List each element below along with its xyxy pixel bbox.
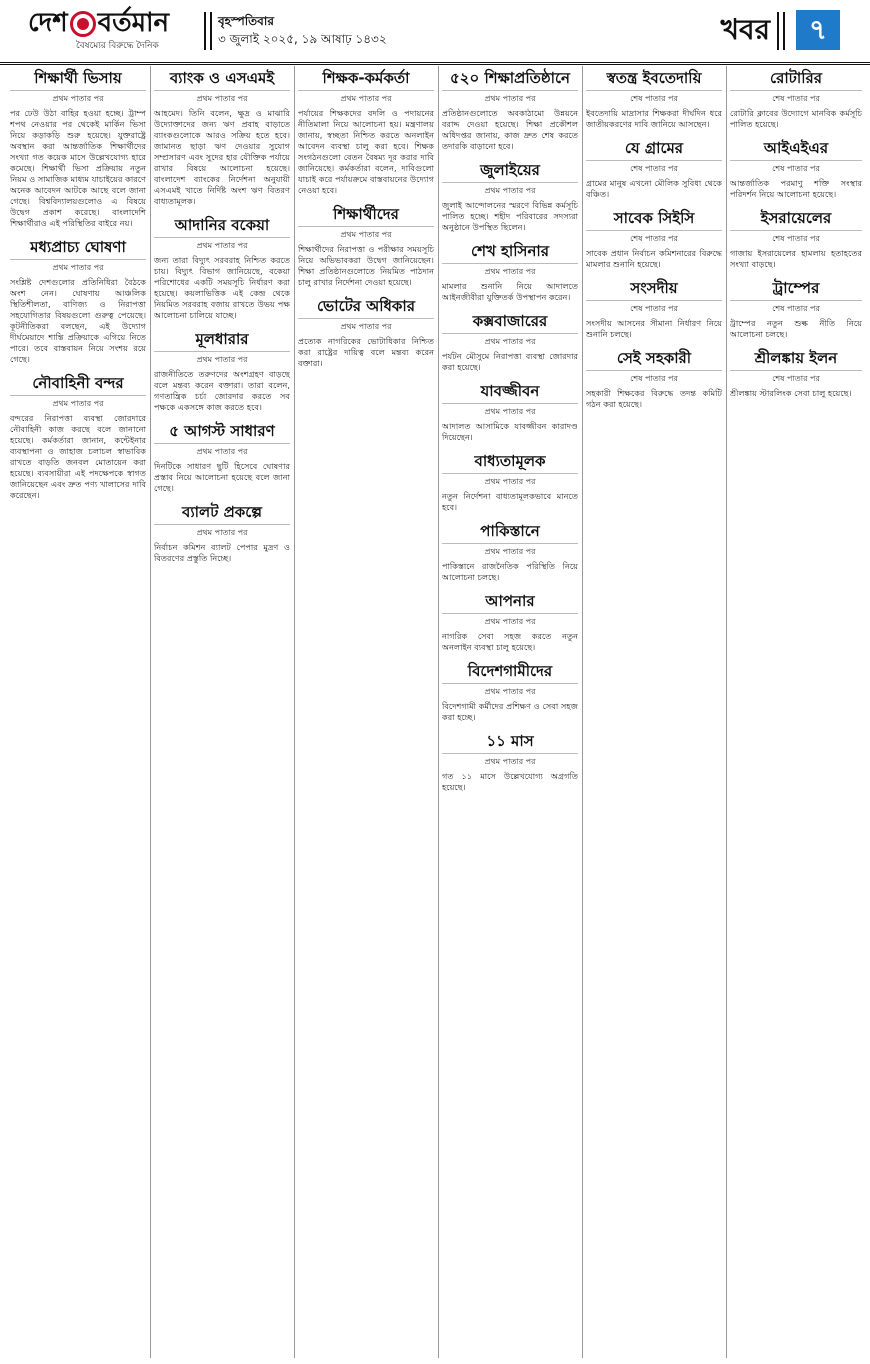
story-jump-line: প্রথম পাতার পর [484,617,536,626]
news-story[interactable] [154,329,290,413]
column-rule [294,66,295,1358]
story-body: রাজনীতিতে তরুণদের অংশগ্রহণ বাড়ছে বলে মন্তব্য করেন বক্তারা। তারা বলেন, গণতান্ত্রিক চর্চা জোরদার করতে সব পক্ষকে একসঙ্গে কাজ করতে হবে। [154,369,290,412]
news-story[interactable] [586,208,722,270]
story-body: শ্রীলঙ্কায় স্টারলিংক সেবা চালু হয়েছে। [730,388,852,398]
story-headline[interactable]: যাবজ্জীবন [442,381,578,404]
story-headline[interactable]: আপনার [442,591,578,614]
logo-wordmark: দেশ বর্তমান [28,8,170,38]
story-headline[interactable]: ব্যাংক ও এসএমই [154,68,290,91]
masthead-divider [204,12,212,50]
story-body: প্রত্যেক নাগরিকের ভোটাধিকার নিশ্চিত করা রাষ্ট্রের দায়িত্ব বলে মন্তব্য করেন বক্তারা। [298,336,434,368]
story-headline[interactable]: শেখ হাসিনার [442,241,578,264]
column-rule [150,66,151,1358]
edition-date [218,12,387,48]
news-column [442,66,578,1358]
story-body: বিদেশগামী কর্মীদের প্রশিক্ষণ ও সেবা সহজ করা হচ্ছে। [442,701,578,722]
column-rule [726,66,727,1358]
story-body: পর্যায়ের শিক্ষকদের বদলি ও পদায়নের নীতিমালা নিয়ে আলোচনা হয়। মন্ত্রণালয় জানায়, স্বচ্ছতা নিশ্চিত করতে অনলাইন আবেদন ব্যবস্থা চালু করা হবে। শিক্ষক সংগঠনগুলো বেতন বৈষম্য দূর করার দাবি জানিয়েছে। কর্মকর্তারা বলেন, দাবিগুলো যাচাই করে পর্যায়ক্রমে বাস্তবায়নের উদ্যোগ নেওয়া হবে। [298,108,434,195]
story-headline[interactable]: ৫২০ শিক্ষাপ্রতিষ্ঠানে [442,68,578,91]
story-body: গ্রামের মানুষ এখনো মৌলিক সুবিধা থেকে বঞ্চিত। [586,178,722,199]
news-column [586,66,722,1358]
news-story[interactable] [442,731,578,793]
masthead [0,0,870,65]
story-jump-line: প্রথম পাতার পর [484,186,536,195]
news-column [154,66,290,1358]
story-body: মামলার শুনানি নিয়ে আদালতে আইনজীবীরা যুক্তিতর্ক উপস্থাপন করেন। [442,281,578,302]
news-story[interactable] [730,208,862,270]
edition-day: বৃহস্পতিবার [218,14,274,28]
news-story[interactable] [298,204,434,288]
story-body: পর ঢেউ উঠা বাহির হওয়া হচ্ছে। ট্রাম্প শপথ নেওয়ার পর থেকেই মার্কিন ভিসা নিয়ে কড়াকড়ি শুরু হয়েছে। যুক্তরাষ্ট্রে অবস্থান করা আন্তর্জাতিক শিক্ষার্থীদের সংখ্যা গত কয়েক মাসে উল্লেখযোগ্য হারে কমেছে। শিক্ষার্থী ভিসা প্রক্রিয়ায় নতুন নিয়ম ও সামাজিক মাধ্যম যাচাইয়ের কারণে অনেক আবেদন আটকে আছে বলে জানা গেছে। বিশ্ববিদ্যালয়গুলোও এ বিষয়ে উদ্বেগ প্রকাশ করেছে। বাংলাদেশি শিক্ষার্থীরাও এই পরিস্থিতির বাইরে নয়। [10,108,146,228]
news-story[interactable] [154,421,290,494]
story-jump-line: প্রথম পাতার পর [196,355,248,364]
story-body: সংসদীয় আসনের সীমানা নির্ধারণ নিয়ে শুনানি চলছে। [586,318,722,339]
story-headline[interactable]: যে গ্রামের [586,138,722,161]
section-title: খবর [720,13,770,46]
story-jump-line: শেষ পাতার পর [772,304,820,313]
newspaper-logo[interactable] [28,8,198,54]
news-story[interactable] [730,278,862,340]
story-jump-line: প্রথম পাতার পর [196,241,248,250]
news-story[interactable] [730,348,862,399]
story-jump-line: প্রথম পাতার পর [340,94,392,103]
story-body: নাগরিক সেবা সহজ করতে নতুন অনলাইন ব্যবস্থা চালু হয়েছে। [442,631,578,652]
news-story[interactable] [730,138,862,200]
story-body: পর্যটন মৌসুমে নিরাপত্তা ব্যবস্থা জোরদার করা হয়েছে। [442,351,578,372]
story-jump-line: প্রথম পাতার পর [52,263,104,272]
news-story[interactable] [442,160,578,233]
news-story[interactable] [10,373,146,501]
story-jump-line: শেষ পাতার পর [772,234,820,243]
story-headline[interactable]: বিদেশগামীদের [442,661,578,684]
story-headline[interactable]: আদানির বকেয়া [154,215,290,238]
news-story[interactable] [298,296,434,369]
story-body: জন্য তারা বিদ্যুৎ সরবরাহ নিশ্চিত করতে চায়। বিদ্যুৎ বিভাগ জানিয়েছে, বকেয়া পরিশোধের একটি সময়সূচি নির্ধারণ করা হয়েছে। কয়লাভিত্তিক এই কেন্দ্র থেকে নিয়মিত সরবরাহ বজায় রাখতে উভয় পক্ষ আলোচনা চালিয়ে যাচ্ছে। [154,255,290,320]
news-story[interactable] [298,68,434,196]
news-story[interactable] [442,68,578,152]
story-jump-line: প্রথম পাতার পর [52,94,104,103]
story-body: দিনটিকে সাধারণ ছুটি হিসেবে ঘোষণার প্রস্তাব নিয়ে আলোচনা হয়েছে বলে জানা গেছে। [154,461,290,493]
story-headline[interactable]: মধ্যপ্রাচ্য ঘোষণা [10,237,146,260]
story-jump-line: শেষ পাতার পর [630,164,678,173]
story-jump-line: প্রথম পাতার পর [484,477,536,486]
story-jump-line: প্রথম পাতার পর [196,447,248,456]
story-headline[interactable]: মূলধারার [154,329,290,352]
story-jump-line: প্রথম পাতার পর [484,407,536,416]
story-jump-line: প্রথম পাতার পর [484,94,536,103]
story-headline[interactable]: ভোটের অধিকার [298,296,434,319]
news-story[interactable] [10,237,146,365]
story-jump-line: প্রথম পাতার পর [484,687,536,696]
news-story[interactable] [586,68,722,130]
story-headline[interactable]: সংসদীয় [586,278,722,301]
story-jump-line: প্রথম পাতার পর [196,94,248,103]
story-jump-line: প্রথম পাতার পর [484,267,536,276]
story-headline[interactable]: রোটারির [730,68,862,91]
news-story[interactable] [586,278,722,340]
story-body: সংশ্লিষ্ট দেশগুলোর প্রতিনিধিরা বৈঠকে অংশ নেন। ঘোষণায় আঞ্চলিক স্থিতিশীলতা, বাণিজ্য ও নিরাপত্তা সহযোগিতার বিষয়গুলো গুরুত্ব পেয়েছে। কূটনীতিকরা বলছেন, এই উদ্যোগ দীর্ঘমেয়াদে শান্তি প্রক্রিয়াকে এগিয়ে নিতে পারে। তবে বাস্তবায়ন নিয়ে সংশয় রয়ে গেছে। [10,277,146,364]
news-story[interactable] [442,381,578,443]
story-jump-line: প্রথম পাতার পর [196,528,248,537]
story-headline[interactable]: বাধ্যতামূলক [442,451,578,474]
logo-ring-icon [70,11,96,37]
story-headline[interactable]: ৫ আগস্ট সাধারণ [154,421,290,444]
story-jump-line: প্রথম পাতার পর [340,230,392,239]
story-body: আন্তর্জাতিক পরমাণু শক্তি সংস্থার পরিদর্শন নিয়ে আলোচনা হয়েছে। [730,178,862,199]
news-story[interactable] [10,68,146,229]
story-body: নির্বাচন কমিশন ব্যালট পেপার মুদ্রণ ও বিতরণের প্রস্তুতি নিচ্ছে। [154,542,290,563]
news-story[interactable] [442,311,578,373]
story-headline[interactable]: সেই সহকারী [586,348,722,371]
story-headline[interactable]: শিক্ষার্থীদের [298,204,434,227]
news-story[interactable] [442,591,578,653]
story-headline[interactable]: ব্যালট প্রকল্পে [154,502,290,525]
news-story[interactable] [442,241,578,303]
story-jump-line: প্রথম পাতার পর [340,322,392,331]
story-body: জুলাই আন্দোলনের স্মরণে বিভিন্ন কর্মসূচি পালিত হচ্ছে। শহীদ পরিবারের সদস্যরা অনুষ্ঠানে উপস্থিত ছিলেন। [442,200,578,232]
story-headline[interactable]: সাবেক সিইসি [586,208,722,231]
story-body: শিক্ষার্থীদের নিরাপত্তা ও পরীক্ষার সময়সূচি নিয়ে অভিভাবকরা উদ্বেগ জানিয়েছেন। শিক্ষা প্রতিষ্ঠানগুলোতে নিয়মিত পাঠদান চালু রাখার নির্দেশনা দেওয়া হয়েছে। [298,244,434,287]
story-body: প্রতিষ্ঠানগুলোতে অবকাঠামো উন্নয়নে বরাদ্দ দেওয়া হয়েছে। শিক্ষা প্রকৌশল অধিদপ্তর জানায়, কাজ দ্রুত শেষ করতে তদারকি বাড়ানো হবে। [442,108,578,151]
page-number-badge: ৭ [796,10,840,50]
story-headline[interactable]: পাকিস্তানে [442,521,578,544]
news-story[interactable] [586,348,722,410]
story-body: ইবতেদায়ি মাদ্রাসার শিক্ষকরা দীর্ঘদিন ধরে জাতীয়করণের দাবি জানিয়ে আসছেন। [586,108,722,129]
news-story[interactable] [442,661,578,723]
story-jump-line: শেষ পাতার পর [772,94,820,103]
story-jump-line: শেষ পাতার পর [630,94,678,103]
story-jump-line: শেষ পাতার পর [772,164,820,173]
story-headline[interactable]: ট্রাম্পের [730,278,862,301]
column-rule [438,66,439,1358]
story-body: রোটারি ক্লাবের উদ্যোগে মানবিক কর্মসূচি পালিত হয়েছে। [730,108,862,129]
news-story[interactable] [442,521,578,583]
news-column [730,66,862,1358]
news-story[interactable] [154,502,290,564]
story-body: আদালত আসামিকে যাবজ্জীবন কারাদণ্ড দিয়েছেন। [442,421,578,442]
story-jump-line: প্রথম পাতার পর [484,757,536,766]
edition-full-date: ৩ জুলাই ২০২৫, ১৯ আষাঢ় ১৪৩২ [218,32,387,46]
story-headline[interactable]: ১১ মাস [442,731,578,754]
story-headline[interactable]: জুলাইয়ের [442,160,578,183]
story-body: ট্রাম্পের নতুন শুল্ক নীতি নিয়ে আলোচনা চলছে। [730,318,862,339]
news-column [298,66,434,1358]
story-body: সহকারী শিক্ষকের বিরুদ্ধে তদন্ত কমিটি গঠন করা হয়েছে। [586,388,722,409]
news-story[interactable] [730,68,862,130]
story-headline[interactable]: কক্সবাজারের [442,311,578,334]
story-headline[interactable]: নৌবাহিনী বন্দর [10,373,146,396]
story-headline[interactable]: স্বতন্ত্র ইবতেদায়ি [586,68,722,91]
news-story[interactable] [154,68,290,207]
logo-tagline: বৈষম্যের বিরুদ্ধে দৈনিক [76,41,159,51]
story-body: গাজায় ইসরায়েলের হামলায় হতাহতের সংখ্যা বাড়ছে। [730,248,862,269]
story-jump-line: শেষ পাতার পর [630,234,678,243]
story-headline[interactable]: শিক্ষার্থী ভিসায় [10,68,146,91]
story-headline[interactable]: শিক্ষক-কর্মকর্তা [298,68,434,91]
story-jump-line: শেষ পাতার পর [630,304,678,313]
story-jump-line: প্রথম পাতার পর [484,547,536,556]
masthead-divider [777,12,785,50]
story-body: সাবেক প্রধান নির্বাচন কমিশনারের বিরুদ্ধে মামলার শুনানি হয়েছে। [586,248,722,269]
news-story[interactable] [586,138,722,200]
story-headline[interactable]: ইসরায়েলের [730,208,862,231]
story-body: নতুন নির্দেশনা বাধ্যতামূলকভাবে মানতে হবে। [442,491,578,512]
story-body: আহমেদ। তিনি বলেন, ক্ষুদ্র ও মাঝারি উদ্যোক্তাদের জন্য ঋণ প্রবাহ বাড়াতে ব্যাংকগুলোকে আরও সক্রিয় হতে হবে। জামানত ছাড়া ঋণ দেওয়ার সুযোগ সম্প্রসারণ এবং সুদের হার যৌক্তিক পর্যায়ে রাখার বিষয়ে আলোচনা হয়েছে। বাংলাদেশ ব্যাংকের নির্দেশনা অনুযায়ী এসএমই খাতে নির্দিষ্ট অংশ ঋণ বিতরণ বাধ্যতামূলক। [154,108,290,206]
column-rule [582,66,583,1358]
story-headline[interactable]: শ্রীলঙ্কায় ইলন [730,348,862,371]
news-story[interactable] [442,451,578,513]
story-jump-line: প্রথম পাতার পর [52,399,104,408]
news-column [10,66,146,1358]
story-jump-line: শেষ পাতার পর [772,374,820,383]
story-jump-line: শেষ পাতার পর [630,374,678,383]
story-body: বন্দরের নিরাপত্তা ব্যবস্থা জোরদারে নৌবাহিনী কাজ করছে বলে জানানো হয়েছে। কর্মকর্তারা জানান, কন্টেইনার ব্যবস্থাপনা ও জাহাজ চলাচল স্বাভাবিক রাখতে বাড়তি জনবল মোতায়েন করা হয়েছে। ব্যবসায়ীরা এই পদক্ষেপকে স্বাগত জানিয়েছেন এবং দ্রুত পণ্য খালাসের দাবি করেছেন। [10,413,146,500]
story-jump-line: প্রথম পাতার পর [484,337,536,346]
news-story[interactable] [154,215,290,321]
story-body: পাকিস্তানে রাজনৈতিক পরিস্থিতি নিয়ে আলোচনা চলছে। [442,561,578,582]
story-body: গত ১১ মাসে উল্লেখযোগ্য অগ্রগতি হয়েছে। [442,771,578,792]
story-headline[interactable]: আইএইএর [730,138,862,161]
